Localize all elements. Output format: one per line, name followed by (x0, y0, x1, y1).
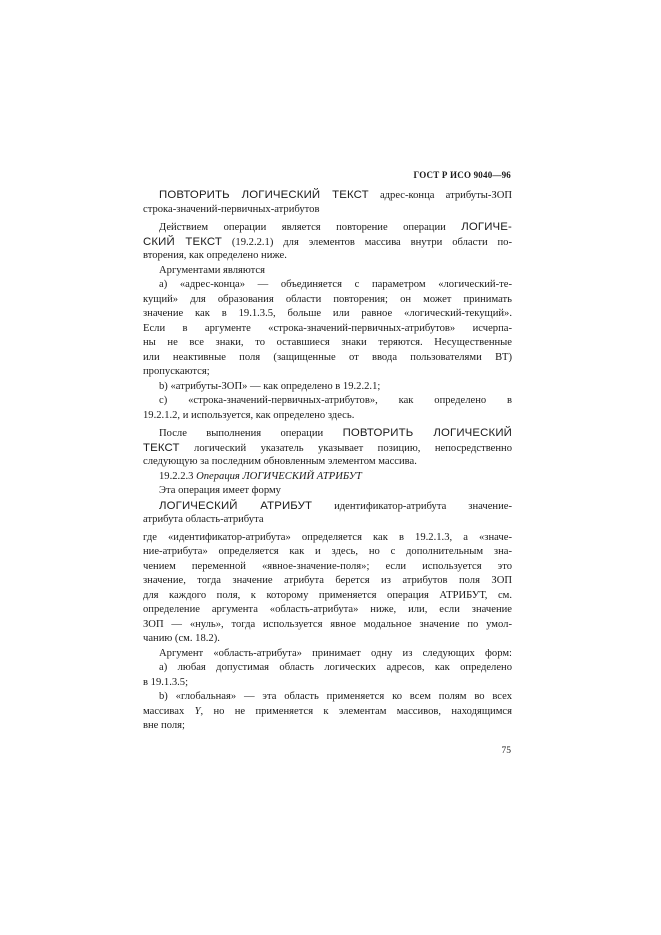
text-line: значение, тогда значение атрибута берется из атрибутов поля ЗОП (143, 575, 512, 586)
operation-name: СКИЙ ТЕКСТ (143, 235, 223, 248)
text-line: Эта операция имеет форму (159, 485, 281, 496)
text-line: Если в аргументе «строка-значений-первичных-атрибутов» исчерпа- (143, 322, 512, 334)
text-line: значение как в 19.1.3.5, больше или равное «логический-текущий». (143, 308, 512, 319)
text-line: или неактивные поля (защищенные от ввода пользователями ВТ) (143, 351, 512, 363)
text-fragment: После выполнения операции (159, 428, 343, 439)
text-line: атрибута область-атрибута (143, 514, 264, 525)
text-line: следующую за последним обновленным элементом массива. (143, 456, 417, 467)
text-line: ние-атрибута» определяется как и здесь, но с дополнительным зна- (143, 546, 512, 557)
text-line: ЗОП — «нуль», тогда используется явное модальное значение по умол- (143, 618, 512, 630)
operation-arguments: адрес-конца атрибуты-ЗОП (368, 190, 512, 201)
text-fragment: логический указатель указывает позицию, непосредственно (179, 442, 512, 454)
text-line: Аргумент «область-атрибута» принимает одну из следующих форм: (159, 647, 512, 659)
section-title: Операция ЛОГИЧЕСКИЙ АТРИБУТ (196, 470, 362, 482)
text-fragment: массивах (143, 705, 195, 717)
operation-name: ЛОГИЧЕ- (461, 221, 512, 233)
text-line: ны не все знаки, то оставшиеся знаки теряются. Несущественные (143, 337, 512, 348)
text-line: в 19.1.3.5; (143, 676, 189, 688)
text-line (143, 705, 512, 720)
text-line (143, 499, 512, 514)
text-line: вторения, как определено ниже. (143, 250, 287, 261)
running-header: ГОСТ Р ИСО 9040—96 (413, 170, 511, 180)
text-line: где «идентификатор-атрибута» определяется как в 19.2.1.3, а «значе- (143, 531, 512, 543)
text-fragment: (19.2.2.1) для элементов массива внутри области по- (222, 236, 512, 248)
operation-name: ТЕКСТ (143, 441, 180, 454)
text-fragment: Действием операции является повторение операции (159, 222, 462, 233)
operation-name: ПОВТОРИТЬ ЛОГИЧЕСКИЙ ТЕКСТ (159, 189, 369, 201)
section-heading (143, 470, 512, 485)
section-number: 19.2.2.3 (159, 470, 197, 482)
text-line (143, 441, 512, 456)
text-line: кущий» для образования области повторения; он может принимать (143, 293, 512, 305)
body-text (143, 188, 512, 734)
text-line (143, 220, 512, 235)
text-line: пропускаются; (143, 366, 210, 377)
list-item-b: b) «атрибуты-ЗОП» — как определено в 19.2.2.1; (159, 380, 381, 392)
text-fragment: , но не применяется к элементам массивов, находящимся (200, 705, 512, 717)
page-number: 75 (501, 746, 511, 756)
text-line: Аргументами являются (159, 264, 266, 276)
text-line: 19.2.1.2, и используется, как определено здесь. (143, 409, 355, 421)
text-line: для каждого поля, к которому применяется операция АТРИБУТ, см. (143, 589, 512, 601)
list-item-c: с) «строка-значений-первичных-атрибутов», как определено в (159, 395, 512, 406)
italic-symbol: Y (194, 705, 201, 717)
operation-name: ПОВТОРИТЬ ЛОГИЧЕСКИЙ (342, 427, 513, 439)
operation-arguments: идентификатор-атрибута значение- (312, 500, 512, 512)
text-line (143, 426, 512, 441)
text-line: чением переменной «явное-значение-поля»; если используется это (143, 560, 512, 572)
list-item-b: b) «глобальная» — эта область применяется ко всем полям во всех (159, 691, 512, 702)
text-line: чанию (см. 18.2). (143, 633, 220, 644)
text-line: определение аргумента «область-атрибута» ниже, или, если значение (143, 604, 512, 615)
text-line (143, 235, 512, 250)
operation-name: ЛОГИЧЕСКИЙ АТРИБУТ (159, 499, 313, 512)
list-item-a: а) любая допустимая область логических адресов, как определено (159, 662, 512, 673)
text-line: вне поля; (143, 720, 185, 731)
list-item-a: а) «адрес-конца» — объединяется с параметром «логический-те- (159, 279, 512, 290)
text-line: строка-значений-первичных-атрибутов (143, 203, 320, 215)
text-line (143, 188, 512, 203)
